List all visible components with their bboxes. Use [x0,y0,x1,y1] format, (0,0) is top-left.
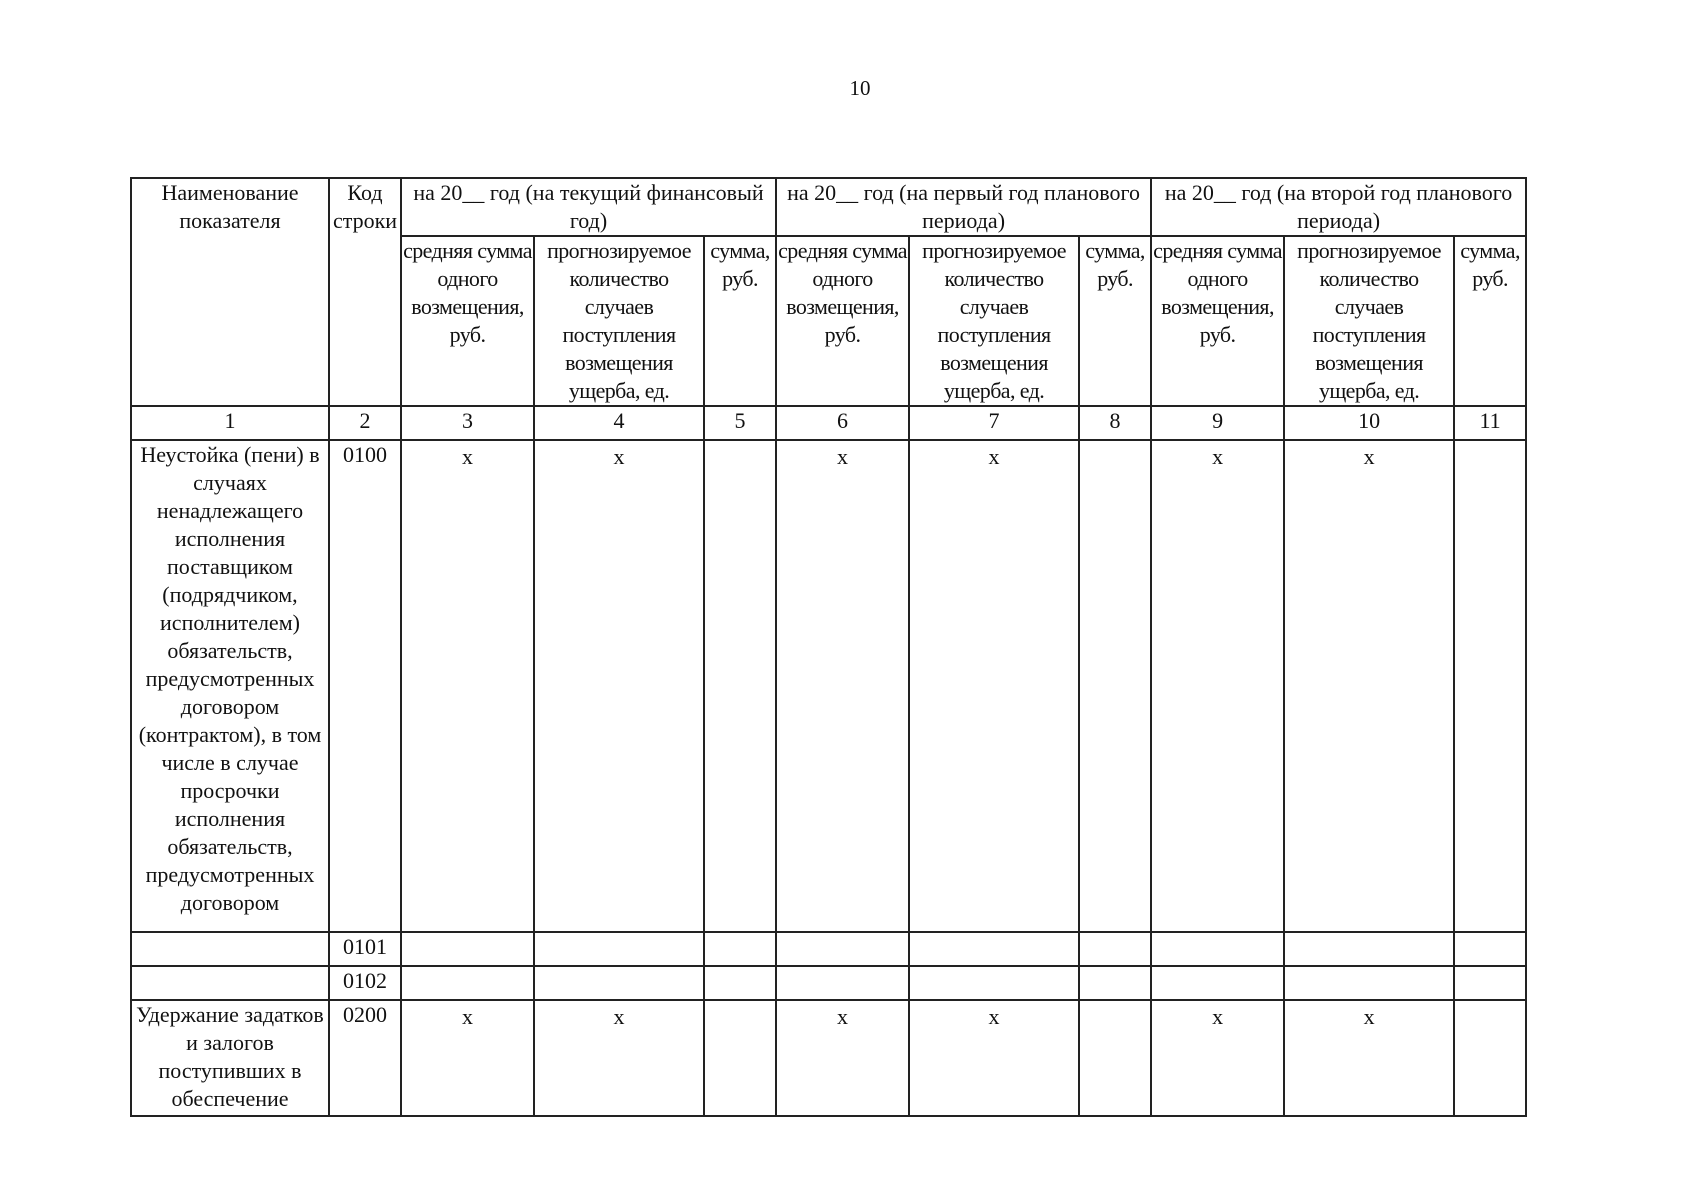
line-code: 0101 [329,932,401,966]
cell-sum-first [1079,932,1151,966]
cell-avg-current [401,1000,534,1116]
cell-count-second [1284,932,1454,966]
column-number: 9 [1151,406,1284,440]
cell-count-current [534,966,704,1000]
cell-sum-current [704,1000,776,1116]
column-number: 6 [776,406,909,440]
not-applicable-mark: x [1212,444,1224,469]
column-number: 1 [131,406,329,440]
cell-avg-second [1151,1000,1284,1116]
cell-count-first [909,932,1079,966]
cell-count-first [909,440,1079,932]
cell-avg-current [401,440,534,932]
cell-count-current [534,1000,704,1116]
cell-sum-first [1079,966,1151,1000]
column-number: 2 [329,406,401,440]
indicator-table [130,177,1527,1117]
cell-avg-second [1151,932,1284,966]
header-line-code: Код строки [329,178,401,406]
cell-avg-current [401,966,534,1000]
column-number: 7 [909,406,1079,440]
cell-count-first [909,1000,1079,1116]
header-forecast-count: прогнозируемое количество случаев поступления возмещения ущерба, ед. [534,236,704,406]
table-row [131,440,1526,932]
cell-sum-current [704,966,776,1000]
cell-sum-first [1079,440,1151,932]
table-row [131,932,1526,966]
header-period-current: на 20__ год (на текущий финансовый год) [401,178,776,236]
cell-count-second [1284,966,1454,1000]
not-applicable-mark: x [1363,1004,1375,1029]
header-forecast-count: прогнозируемое количество случаев поступления возмещения ущерба, ед. [1284,236,1454,406]
column-number: 10 [1284,406,1454,440]
header-indicator-name: Наименование показателя [131,178,329,406]
cell-count-second [1284,440,1454,932]
line-code: 0200 [329,1000,401,1116]
not-applicable-mark: x [613,1004,625,1029]
indicator-name: Неустойка (пени) в случаях ненадлежащего исполнения поставщиком (подрядчиком, исполнителем) обязательств, предусмотренных договором (контрактом), в том числе в случае просрочки исполнения обязательств, предусмотренных договором [131,440,329,932]
cell-avg-current [401,932,534,966]
header-sum: сумма, руб. [704,236,776,406]
cell-avg-first [776,1000,909,1116]
indicator-name: Удержание задатков и залогов поступивших в обеспечение [131,1000,329,1116]
table-row [131,1000,1526,1116]
header-sum: сумма, руб. [1079,236,1151,406]
cell-sum-second [1454,440,1526,932]
cell-avg-first [776,966,909,1000]
cell-count-second [1284,1000,1454,1116]
not-applicable-mark: x [837,444,849,469]
not-applicable-mark: x [1212,1004,1224,1029]
indicator-name [131,966,329,1000]
cell-count-current [534,440,704,932]
not-applicable-mark: x [1363,444,1375,469]
cell-sum-second [1454,1000,1526,1116]
column-number-row [131,406,1526,440]
header-avg-amount: средняя сумма одного возмещения, руб. [401,236,534,406]
cell-sum-current [704,932,776,966]
header-forecast-count: прогнозируемое количество случаев поступления возмещения ущерба, ед. [909,236,1079,406]
not-applicable-mark: x [837,1004,849,1029]
cell-sum-second [1454,966,1526,1000]
cell-avg-first [776,932,909,966]
cell-avg-second [1151,440,1284,932]
header-period-second: на 20__ год (на второй год планового периода) [1151,178,1526,236]
column-number: 5 [704,406,776,440]
not-applicable-mark: x [462,444,473,469]
page-number: 10 [849,76,871,100]
cell-count-first [909,966,1079,1000]
cell-sum-first [1079,1000,1151,1116]
column-number: 8 [1079,406,1151,440]
table-row [131,966,1526,1000]
cell-sum-current [704,440,776,932]
cell-avg-first [776,440,909,932]
header-period-first: на 20__ год (на первый год планового периода) [776,178,1151,236]
cell-count-current [534,932,704,966]
not-applicable-mark: x [613,444,625,469]
header-sum: сумма, руб. [1454,236,1526,406]
cell-sum-second [1454,932,1526,966]
indicator-name [131,932,329,966]
line-code: 0100 [329,440,401,932]
header-avg-amount: средняя сумма одного возмещения, руб. [776,236,909,406]
column-number: 4 [534,406,704,440]
not-applicable-mark: x [988,444,1000,469]
not-applicable-mark: x [988,1004,1000,1029]
not-applicable-mark: x [462,1004,473,1029]
line-code: 0102 [329,966,401,1000]
column-number: 3 [401,406,534,440]
column-number: 11 [1454,406,1526,440]
header-row-periods [131,178,1526,236]
header-avg-amount: средняя сумма одного возмещения, руб. [1151,236,1284,406]
cell-avg-second [1151,966,1284,1000]
